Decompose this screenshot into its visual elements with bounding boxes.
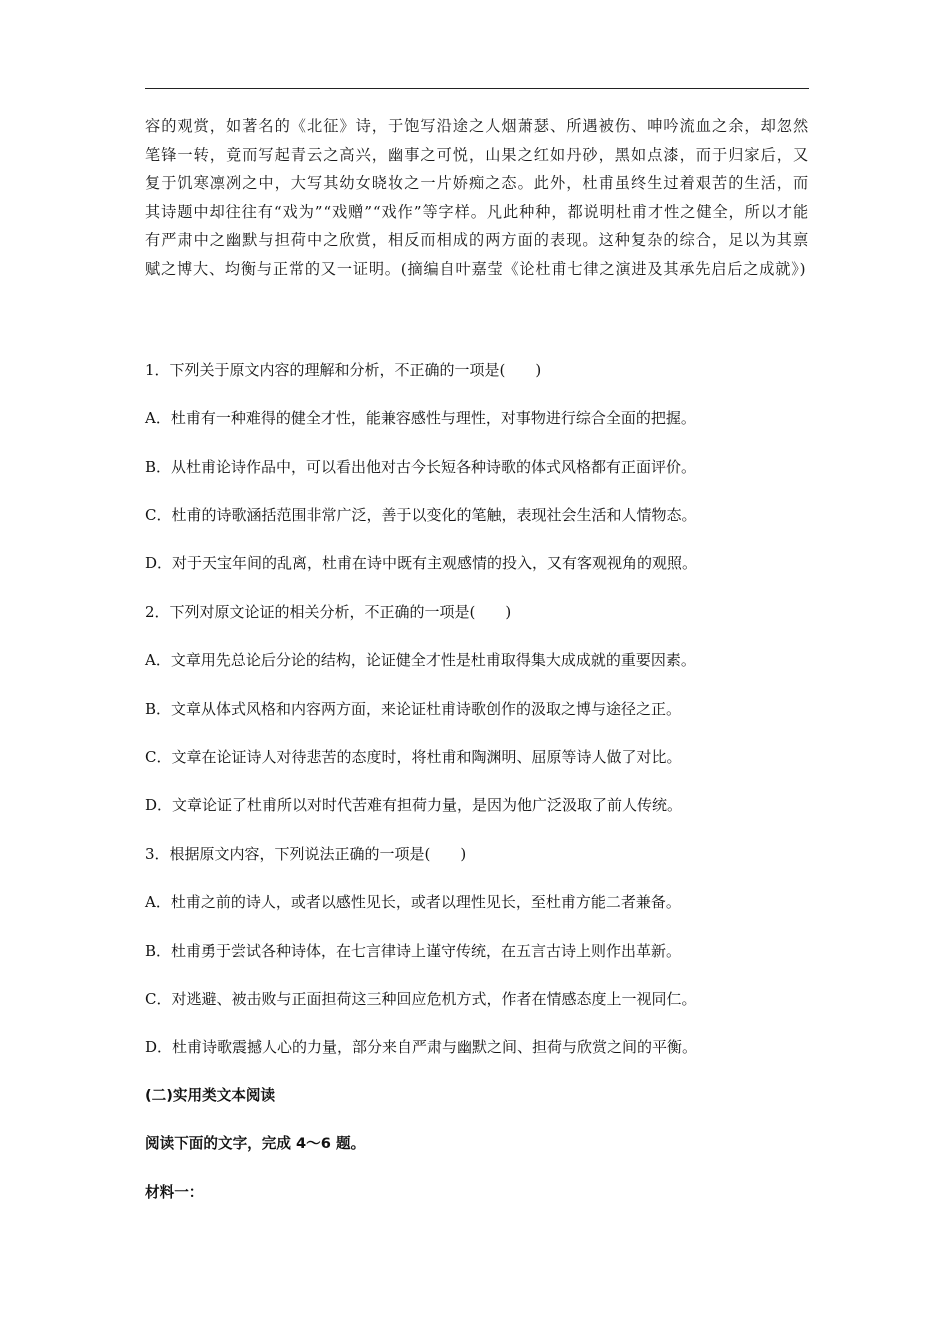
question-2-option-c: C．文章在论证诗人对待悲苦的态度时，将杜甫和陶渊明、屈原等诗人做了对比。 xyxy=(145,748,682,766)
question-1-option-d: D．对于天宝年间的乱离，杜甫在诗中既有主观感情的投入，又有客观视角的观照。 xyxy=(145,554,698,572)
material-label: 材料一： xyxy=(145,1184,204,1201)
question-2-option-a: A．文章用先总论后分论的结构，论证健全才性是杜甫取得集大成成就的重要因素。 xyxy=(145,651,696,669)
question-3-option-a: A．杜甫之前的诗人，或者以感性见长，或者以理性见长，至杜甫方能二者兼备。 xyxy=(145,893,681,911)
question-2-option-b: B．文章从体式风格和内容两方面，来论证杜甫诗歌创作的汲取之博与途径之正。 xyxy=(145,700,682,718)
question-3-option-c: C．对逃避、被击败与正面担荷这三种回应危机方式，作者在情感态度上一视同仁。 xyxy=(145,990,697,1008)
question-3-stem: 3．根据原文内容，下列说法正确的一项是( ) xyxy=(145,845,467,863)
question-3-option-d: D．杜甫诗歌震撼人心的力量，部分来自严肃与幽默之间、担荷与欣赏之间的平衡。 xyxy=(145,1038,698,1056)
question-1-stem: 1．下列关于原文内容的理解和分析，不正确的一项是( ) xyxy=(145,361,542,379)
section-instruction: 阅读下面的文字，完成 4～6 题。 xyxy=(145,1135,366,1152)
question-2-stem: 2．下列对原文论证的相关分析，不正确的一项是( ) xyxy=(145,603,512,621)
question-1-option-a: A．杜甫有一种难得的健全才性，能兼容感性与理性，对事物进行综合全面的把握。 xyxy=(145,409,696,427)
question-1-option-b: B．从杜甫论诗作品中，可以看出他对古今长短各种诗歌的体式风格都有正面评价。 xyxy=(145,458,697,476)
question-1-option-c: C．杜甫的诗歌涵括范围非常广泛，善于以变化的笔触，表现社会生活和人情物态。 xyxy=(145,506,697,524)
section-title: (二)实用类文本阅读 xyxy=(145,1087,276,1104)
passage-paragraph: 容的观赏，如著名的《北征》诗，于饱写沿途之人烟萧瑟、所遇被伤、呻吟流血之余，却忽然笔锋一转，竟而写起青云之高兴，幽事之可悦，山果之红如丹砂，黑如点漆，而于归家后，又复于饥寒凛冽之中，大写其幼女晓妆之一片娇痴之态。此外，杜甫虽终生过着艰苦的生活，而其诗题中却往往有“戏为”“戏赠”“戏作”等字样。凡此种种，都说明杜甫才性之健全，所以才能有严肃中之幽默与担荷中之欣赏，相反而相成的两方面的表现。这种复杂的综合，足以为其禀赋之博大、均衡与正常的又一证明。(摘编自叶嘉莹《论杜甫七律之演进及其承先启后之成就》) xyxy=(145,117,809,278)
question-3-option-b: B．杜甫勇于尝试各种诗体，在七言律诗上谨守传统，在五言古诗上则作出革新。 xyxy=(145,942,682,960)
question-2-option-d: D．文章论证了杜甫所以对时代苦难有担荷力量，是因为他广泛汲取了前人传统。 xyxy=(145,796,683,814)
header-rule xyxy=(145,88,809,89)
